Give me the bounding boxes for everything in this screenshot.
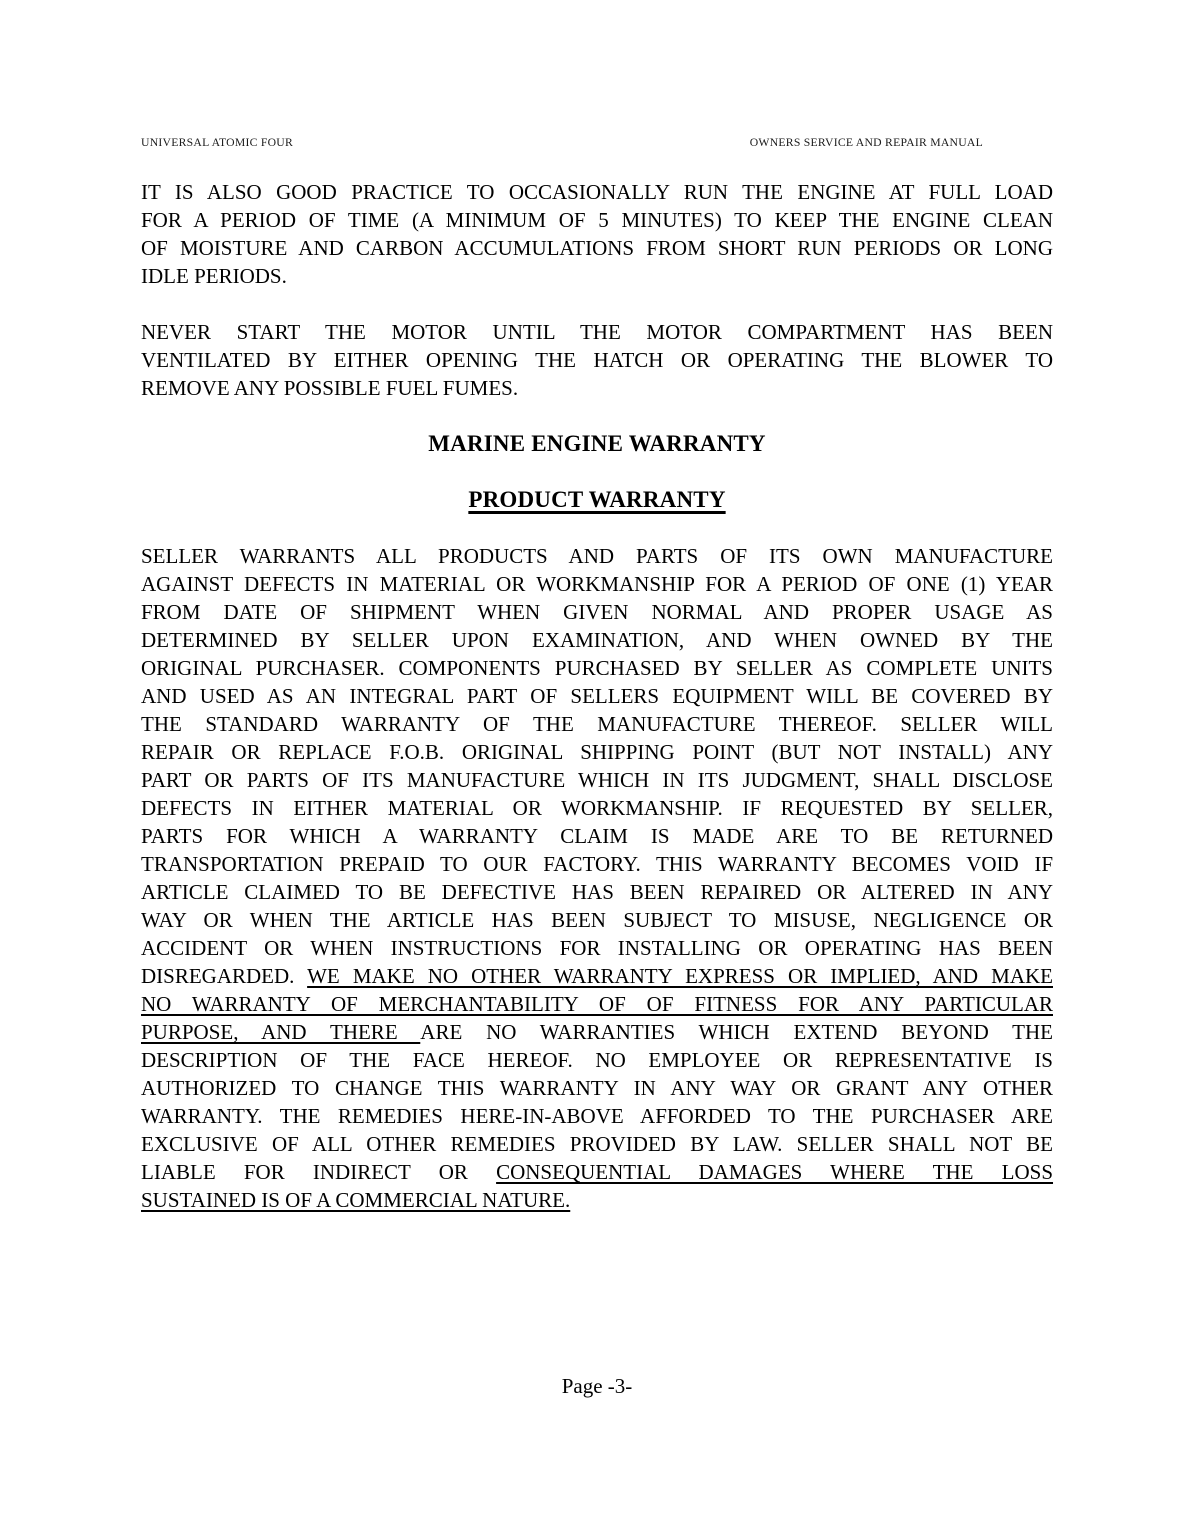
text-line: FOR A PERIOD OF TIME (A MINIMUM OF 5 MINUTES) TO KEEP THE ENGINE CLEAN	[141, 208, 1053, 232]
underlined-text-segment: CONSEQUENTIAL DAMAGES WHERE THE LOSS	[496, 1160, 1054, 1184]
text-line: NEVER START THE MOTOR UNTIL THE MOTOR COMPARTMENT HAS BEEN	[141, 320, 1053, 344]
text-line	[141, 1186, 1053, 1214]
text-line: REPAIR OR REPLACE F.O.B. ORIGINAL SHIPPING POINT (BUT NOT INSTALL) ANY	[141, 740, 1053, 764]
underlined-text-segment: PURPOSE, AND THERE	[141, 1020, 421, 1044]
text-line: PART OR PARTS OF ITS MANUFACTURE WHICH IN ITS JUDGMENT, SHALL DISCLOSE	[141, 768, 1053, 792]
text-line: TRANSPORTATION PREPAID TO OUR FACTORY. THIS WARRANTY BECOMES VOID IF	[141, 852, 1053, 876]
page-header	[141, 136, 1053, 150]
text-line: SELLER WARRANTS ALL PRODUCTS AND PARTS OF ITS OWN MANUFACTURE	[141, 544, 1053, 568]
plain-text-segment: ARE NO WARRANTIES WHICH EXTEND BEYOND THE	[420, 1020, 1053, 1044]
paragraph-ventilation-warning	[141, 318, 1053, 402]
header-document-title: UNIVERSAL ATOMIC FOUR	[141, 136, 294, 149]
page-number: Page -3-	[561, 1374, 633, 1398]
paragraph-warranty-terms	[141, 542, 1053, 1214]
heading-marine-engine-warranty: MARINE ENGINE WARRANTY	[428, 431, 766, 456]
text-line: AGAINST DEFECTS IN MATERIAL OR WORKMANSHIP FOR A PERIOD OF ONE (1) YEAR	[141, 572, 1053, 596]
text-line: OF MOISTURE AND CARBON ACCUMULATIONS FROM SHORT RUN PERIODS OR LONG	[141, 236, 1053, 260]
text-line: REMOVE ANY POSSIBLE FUEL FUMES.	[141, 376, 519, 400]
text-line	[141, 962, 1053, 990]
plain-text-segment: DISREGARDED.	[141, 964, 308, 988]
text-line: ORIGINAL PURCHASER. COMPONENTS PURCHASED BY SELLER AS COMPLETE UNITS	[141, 656, 1053, 680]
text-line	[141, 1158, 1053, 1186]
page-footer	[141, 1372, 1053, 1400]
text-line: DETERMINED BY SELLER UPON EXAMINATION, AND WHEN OWNED BY THE	[141, 628, 1053, 652]
heading-product-warranty: PRODUCT WARRANTY	[468, 487, 726, 512]
header-manual-title: OWNERS SERVICE AND REPAIR MANUAL	[749, 136, 983, 149]
underlined-text-segment: WE MAKE NO OTHER WARRANTY EXPRESS OR IMPLIED, AND MAKE	[307, 964, 1053, 988]
text-line: AUTHORIZED TO CHANGE THIS WARRANTY IN ANY WAY OR GRANT ANY OTHER	[141, 1076, 1053, 1100]
text-line: EXCLUSIVE OF ALL OTHER REMEDIES PROVIDED BY LAW. SELLER SHALL NOT BE	[141, 1132, 1053, 1156]
text-line: WAY OR WHEN THE ARTICLE HAS BEEN SUBJECT TO MISUSE, NEGLIGENCE OR	[141, 908, 1053, 932]
paragraph-full-load-practice	[141, 178, 1053, 290]
text-line: WARRANTY. THE REMEDIES HERE-IN-ABOVE AFFORDED TO THE PURCHASER ARE	[141, 1104, 1053, 1128]
text-line	[141, 1018, 1053, 1046]
text-line: FROM DATE OF SHIPMENT WHEN GIVEN NORMAL AND PROPER USAGE AS	[141, 600, 1053, 624]
text-line: ARTICLE CLAIMED TO BE DEFECTIVE HAS BEEN REPAIRED OR ALTERED IN ANY	[141, 880, 1053, 904]
text-line: DEFECTS IN EITHER MATERIAL OR WORKMANSHIP. IF REQUESTED BY SELLER,	[141, 796, 1053, 820]
text-line: AND USED AS AN INTEGRAL PART OF SELLERS EQUIPMENT WILL BE COVERED BY	[141, 684, 1053, 708]
text-line: IDLE PERIODS.	[141, 264, 287, 288]
plain-text-segment: LIABLE FOR INDIRECT OR	[141, 1160, 497, 1184]
text-line: VENTILATED BY EITHER OPENING THE HATCH OR OPERATING THE BLOWER TO	[141, 348, 1053, 372]
text-line: PARTS FOR WHICH A WARRANTY CLAIM IS MADE ARE TO BE RETURNED	[141, 824, 1053, 848]
text-line: IT IS ALSO GOOD PRACTICE TO OCCASIONALLY RUN THE ENGINE AT FULL LOAD	[141, 180, 1053, 204]
underlined-text-segment: SUSTAINED IS OF A COMMERCIAL NATURE.	[141, 1188, 571, 1212]
text-line	[141, 990, 1053, 1018]
text-line: THE STANDARD WARRANTY OF THE MANUFACTURE THEREOF. SELLER WILL	[141, 712, 1053, 736]
text-line: DESCRIPTION OF THE FACE HEREOF. NO EMPLOYEE OR REPRESENTATIVE IS	[141, 1048, 1053, 1072]
underlined-text-segment: NO WARRANTY OF MERCHANTABILITY OF OF FITNESS FOR ANY PARTICULAR	[141, 992, 1053, 1016]
text-line: ACCIDENT OR WHEN INSTRUCTIONS FOR INSTALLING OR OPERATING HAS BEEN	[141, 936, 1053, 960]
